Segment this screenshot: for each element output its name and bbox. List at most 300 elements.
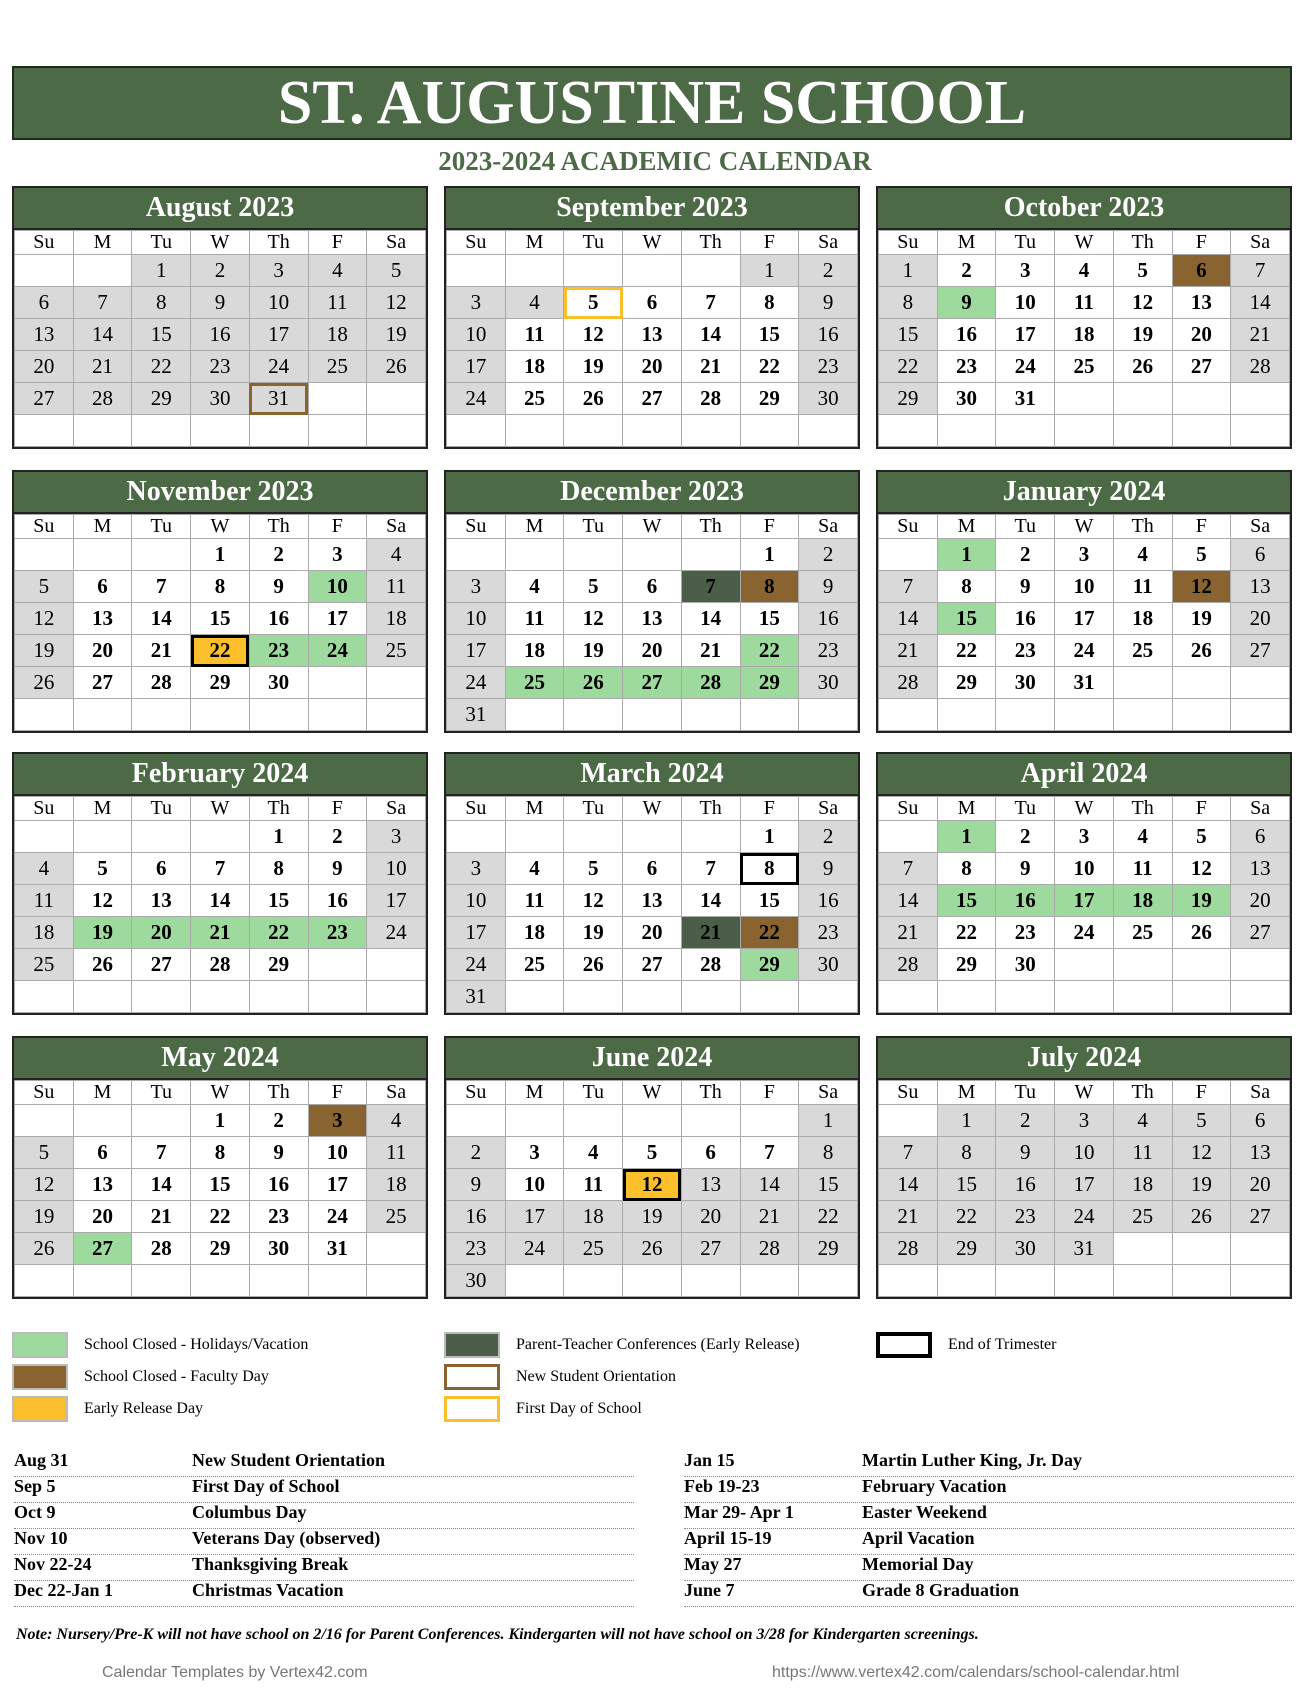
event-name: Martin Luther King, Jr. Day	[862, 1450, 1083, 1470]
day-cell: 24	[447, 949, 506, 981]
weekday-label: Tu	[996, 797, 1055, 821]
day-cell: 23	[937, 351, 996, 383]
day-cell: 4	[1113, 539, 1172, 571]
empty-day-cell	[1231, 949, 1290, 981]
day-cell: 8	[191, 571, 250, 603]
month-calendar	[12, 186, 428, 449]
weekday-label: M	[937, 1081, 996, 1105]
empty-day-cell	[15, 539, 74, 571]
weekday-label: Tu	[996, 1081, 1055, 1105]
day-cell: 4	[564, 1137, 623, 1169]
empty-day-cell	[1231, 667, 1290, 699]
empty-day-cell	[1172, 949, 1231, 981]
day-cell: 1	[740, 255, 799, 287]
day-cell: 8	[740, 853, 799, 885]
weekday-label: Su	[15, 1081, 74, 1105]
day-cell: 16	[996, 603, 1055, 635]
empty-day-cell	[799, 415, 858, 447]
empty-day-cell	[1172, 1233, 1231, 1265]
day-cell: 29	[740, 667, 799, 699]
day-cell: 27	[623, 383, 682, 415]
empty-day-cell	[132, 699, 191, 731]
day-cell: 19	[623, 1201, 682, 1233]
day-cell: 22	[799, 1201, 858, 1233]
day-cell: 29	[740, 383, 799, 415]
empty-day-cell	[132, 1105, 191, 1137]
weekday-label: M	[937, 515, 996, 539]
day-cell: 7	[681, 571, 740, 603]
empty-day-cell	[879, 699, 938, 731]
day-cell: 27	[1231, 917, 1290, 949]
empty-day-cell	[505, 981, 564, 1013]
empty-day-cell	[132, 415, 191, 447]
day-cell: 7	[681, 853, 740, 885]
day-cell: 24	[447, 667, 506, 699]
weekday-label: F	[1172, 515, 1231, 539]
day-cell: 2	[447, 1137, 506, 1169]
day-cell: 7	[879, 571, 938, 603]
weekday-label: M	[73, 231, 132, 255]
month-calendar	[876, 470, 1292, 733]
day-cell: 6	[623, 571, 682, 603]
day-cell: 21	[1231, 319, 1290, 351]
first-day-swatch	[444, 1396, 500, 1422]
weekday-label: F	[740, 1081, 799, 1105]
day-cell: 18	[505, 917, 564, 949]
day-cell: 5	[564, 571, 623, 603]
legend	[0, 1332, 1310, 1442]
day-cell: 24	[505, 1233, 564, 1265]
day-cell: 28	[681, 949, 740, 981]
empty-day-cell	[564, 415, 623, 447]
footnote: Note: Nursery/Pre-K will not have school on 2/16 for Parent Conferences. Kindergarten will not have school on 3/28 for Kindergarten screenings.	[16, 1626, 979, 1643]
day-cell: 1	[937, 539, 996, 571]
day-cell: 7	[879, 853, 938, 885]
day-cell: 16	[308, 885, 367, 917]
day-cell: 29	[191, 1233, 250, 1265]
day-cell: 5	[564, 853, 623, 885]
day-cell: 12	[15, 603, 74, 635]
weekday-label: Sa	[799, 1081, 858, 1105]
legend-faculty-day: School Closed - Faculty Day	[84, 1368, 269, 1385]
day-cell: 13	[623, 603, 682, 635]
day-cell: 31	[308, 1233, 367, 1265]
day-cell: 25	[564, 1233, 623, 1265]
legend-holiday: School Closed - Holidays/Vacation	[84, 1336, 309, 1353]
day-cell: 8	[937, 571, 996, 603]
weekday-label: F	[740, 797, 799, 821]
weekday-label: Su	[447, 797, 506, 821]
day-cell: 15	[937, 603, 996, 635]
day-cell: 23	[249, 1201, 308, 1233]
day-cell: 23	[249, 635, 308, 667]
day-cell: 5	[623, 1137, 682, 1169]
day-cell: 29	[937, 949, 996, 981]
event-name: Grade 8 Graduation	[862, 1580, 1020, 1600]
event-date: Mar 29- Apr 1	[684, 1502, 794, 1522]
day-cell: 25	[1055, 351, 1114, 383]
day-cell: 18	[367, 1169, 426, 1201]
weekday-label: F	[308, 231, 367, 255]
day-cell: 9	[996, 1137, 1055, 1169]
empty-day-cell	[996, 1265, 1055, 1297]
weekday-label: W	[191, 1081, 250, 1105]
empty-day-cell	[367, 1265, 426, 1297]
day-cell: 10	[1055, 1137, 1114, 1169]
day-cell: 31	[447, 981, 506, 1013]
day-cell: 22	[740, 917, 799, 949]
day-cell: 24	[308, 635, 367, 667]
weekday-label: Tu	[564, 797, 623, 821]
empty-day-cell	[505, 1105, 564, 1137]
day-cell: 18	[505, 635, 564, 667]
day-cell: 17	[1055, 885, 1114, 917]
day-cell: 1	[879, 255, 938, 287]
empty-day-cell	[447, 415, 506, 447]
day-cell: 14	[132, 603, 191, 635]
day-cell: 24	[1055, 917, 1114, 949]
empty-day-cell	[308, 1265, 367, 1297]
day-cell: 15	[937, 885, 996, 917]
day-cell: 27	[623, 949, 682, 981]
day-cell: 11	[505, 885, 564, 917]
day-cell: 29	[937, 1233, 996, 1265]
day-cell: 4	[308, 255, 367, 287]
early-release-swatch	[12, 1396, 68, 1422]
empty-day-cell	[1231, 699, 1290, 731]
empty-day-cell	[564, 699, 623, 731]
day-cell: 12	[73, 885, 132, 917]
empty-day-cell	[367, 699, 426, 731]
day-cell: 31	[1055, 667, 1114, 699]
day-cell: 1	[937, 1105, 996, 1137]
day-cell: 9	[799, 287, 858, 319]
month-calendar	[876, 186, 1292, 449]
weekday-label: M	[73, 1081, 132, 1105]
event-name: April Vacation	[862, 1528, 975, 1548]
empty-day-cell	[447, 821, 506, 853]
day-cell: 1	[740, 821, 799, 853]
event-name: February Vacation	[862, 1476, 1007, 1496]
day-cell: 14	[191, 885, 250, 917]
month-calendar	[876, 752, 1292, 1015]
day-cell: 9	[996, 853, 1055, 885]
day-cell: 3	[996, 255, 1055, 287]
day-cell: 23	[996, 1201, 1055, 1233]
day-cell: 14	[681, 885, 740, 917]
day-cell: 9	[249, 571, 308, 603]
empty-day-cell	[1113, 1265, 1172, 1297]
day-cell: 26	[564, 667, 623, 699]
day-cell: 2	[191, 255, 250, 287]
day-cell: 9	[191, 287, 250, 319]
empty-day-cell	[1055, 949, 1114, 981]
weekday-label: Tu	[564, 231, 623, 255]
day-cell: 12	[367, 287, 426, 319]
day-cell: 19	[1113, 319, 1172, 351]
day-cell: 29	[249, 949, 308, 981]
day-cell: 1	[937, 821, 996, 853]
day-cell: 24	[367, 917, 426, 949]
holiday-swatch	[12, 1332, 68, 1358]
weekday-label: F	[1172, 797, 1231, 821]
event-date: Oct 9	[14, 1502, 56, 1522]
month-calendar	[12, 470, 428, 733]
day-cell: 26	[1172, 635, 1231, 667]
empty-day-cell	[308, 415, 367, 447]
month-title: February 2024	[14, 754, 426, 796]
event-row	[684, 1528, 1294, 1555]
legend-first-day: First Day of School	[516, 1400, 642, 1417]
weekday-label: Th	[681, 1081, 740, 1105]
month-title: August 2023	[14, 188, 426, 230]
day-cell: 15	[740, 319, 799, 351]
day-cell: 21	[879, 1201, 938, 1233]
day-cell: 3	[447, 287, 506, 319]
empty-day-cell	[623, 981, 682, 1013]
day-cell: 17	[308, 1169, 367, 1201]
day-cell: 4	[367, 1105, 426, 1137]
day-cell: 3	[1055, 821, 1114, 853]
day-cell: 11	[1055, 287, 1114, 319]
day-cell: 16	[799, 603, 858, 635]
day-cell: 7	[740, 1137, 799, 1169]
empty-day-cell	[15, 1265, 74, 1297]
day-cell: 17	[505, 1201, 564, 1233]
weekday-label: Sa	[799, 797, 858, 821]
weekday-label: Su	[15, 231, 74, 255]
day-cell: 2	[249, 539, 308, 571]
weekday-label: Su	[879, 1081, 938, 1105]
day-cell: 13	[73, 1169, 132, 1201]
day-cell: 17	[1055, 603, 1114, 635]
empty-day-cell	[623, 1105, 682, 1137]
day-cell: 11	[15, 885, 74, 917]
day-cell: 16	[249, 603, 308, 635]
day-cell: 3	[249, 255, 308, 287]
day-cell: 30	[447, 1265, 506, 1297]
weekday-label: Sa	[367, 231, 426, 255]
day-cell: 25	[367, 1201, 426, 1233]
day-cell: 16	[799, 319, 858, 351]
day-cell: 23	[191, 351, 250, 383]
day-cell: 28	[681, 383, 740, 415]
day-cell: 25	[505, 383, 564, 415]
month-calendar	[444, 1036, 860, 1299]
weekday-label: M	[505, 231, 564, 255]
parent-teacher-swatch	[444, 1332, 500, 1358]
event-row	[684, 1554, 1294, 1581]
weekday-label: Tu	[132, 1081, 191, 1105]
weekday-label: M	[505, 1081, 564, 1105]
legend-parent-teacher: Parent-Teacher Conferences (Early Release)	[516, 1336, 800, 1353]
empty-day-cell	[564, 821, 623, 853]
day-cell: 16	[447, 1201, 506, 1233]
empty-day-cell	[564, 1265, 623, 1297]
empty-day-cell	[1113, 667, 1172, 699]
day-cell: 13	[1231, 1137, 1290, 1169]
weekday-label: Sa	[367, 1081, 426, 1105]
day-cell: 12	[1172, 571, 1231, 603]
weekday-label: Tu	[996, 515, 1055, 539]
event-date: Dec 22-Jan 1	[14, 1580, 113, 1600]
day-cell: 12	[1113, 287, 1172, 319]
day-cell: 23	[799, 351, 858, 383]
weekday-label: M	[73, 515, 132, 539]
day-cell: 22	[249, 917, 308, 949]
empty-day-cell	[308, 667, 367, 699]
month-calendar	[12, 752, 428, 1015]
event-date: Nov 10	[14, 1528, 68, 1548]
day-cell: 9	[799, 571, 858, 603]
event-name: Columbus Day	[192, 1502, 307, 1522]
day-cell: 12	[564, 319, 623, 351]
weekday-label: Th	[1113, 515, 1172, 539]
day-cell: 31	[249, 383, 308, 415]
day-cell: 22	[740, 351, 799, 383]
empty-day-cell	[73, 981, 132, 1013]
day-cell: 2	[799, 539, 858, 571]
day-cell: 8	[740, 571, 799, 603]
day-cell: 12	[564, 885, 623, 917]
day-cell: 27	[15, 383, 74, 415]
day-cell: 10	[308, 1137, 367, 1169]
legend-early-release: Early Release Day	[84, 1400, 204, 1417]
weekday-label: W	[191, 797, 250, 821]
event-row	[14, 1554, 634, 1581]
day-cell: 1	[249, 821, 308, 853]
day-cell: 6	[1231, 821, 1290, 853]
footer-credit[interactable]: Calendar Templates by Vertex42.com	[102, 1664, 368, 1681]
day-cell: 22	[191, 1201, 250, 1233]
event-name: Thanksgiving Break	[192, 1554, 349, 1574]
day-cell: 21	[681, 917, 740, 949]
day-cell: 30	[799, 949, 858, 981]
empty-day-cell	[191, 415, 250, 447]
empty-day-cell	[308, 699, 367, 731]
event-date: June 7	[684, 1580, 735, 1600]
day-cell: 27	[681, 1233, 740, 1265]
month-title: November 2023	[14, 472, 426, 514]
day-cell: 9	[308, 853, 367, 885]
empty-day-cell	[1113, 415, 1172, 447]
empty-day-cell	[740, 1265, 799, 1297]
day-cell: 18	[367, 603, 426, 635]
day-cell: 5	[1172, 821, 1231, 853]
empty-day-cell	[249, 981, 308, 1013]
day-cell: 26	[623, 1233, 682, 1265]
footer-url[interactable]: https://www.vertex42.com/calendars/school-calendar.html	[772, 1664, 1180, 1681]
day-cell: 26	[73, 949, 132, 981]
new-student-swatch	[444, 1364, 500, 1390]
day-cell: 26	[564, 383, 623, 415]
empty-day-cell	[447, 539, 506, 571]
empty-day-cell	[681, 415, 740, 447]
event-date: Feb 19-23	[684, 1476, 760, 1496]
empty-day-cell	[879, 539, 938, 571]
weekday-label: Tu	[132, 797, 191, 821]
day-cell: 18	[1055, 319, 1114, 351]
empty-day-cell	[681, 255, 740, 287]
event-date: Sep 5	[14, 1476, 56, 1496]
day-cell: 5	[1172, 539, 1231, 571]
day-cell: 11	[1113, 853, 1172, 885]
empty-day-cell	[799, 981, 858, 1013]
weekday-label: M	[505, 515, 564, 539]
weekday-label: M	[73, 797, 132, 821]
day-cell: 10	[996, 287, 1055, 319]
month-title: October 2023	[878, 188, 1290, 230]
weekday-label: W	[623, 1081, 682, 1105]
weekday-label: Th	[681, 797, 740, 821]
empty-day-cell	[1055, 415, 1114, 447]
month-title: April 2024	[878, 754, 1290, 796]
day-cell: 7	[879, 1137, 938, 1169]
day-cell: 2	[996, 539, 1055, 571]
day-cell: 10	[447, 603, 506, 635]
event-date: May 27	[684, 1554, 742, 1574]
day-cell: 19	[564, 917, 623, 949]
day-cell: 13	[1231, 853, 1290, 885]
weekday-label: Su	[879, 515, 938, 539]
day-cell: 21	[681, 351, 740, 383]
day-cell: 24	[996, 351, 1055, 383]
empty-day-cell	[740, 981, 799, 1013]
day-cell: 18	[15, 917, 74, 949]
day-cell: 16	[996, 885, 1055, 917]
empty-day-cell	[1172, 699, 1231, 731]
day-cell: 2	[249, 1105, 308, 1137]
empty-day-cell	[15, 821, 74, 853]
empty-day-cell	[1113, 949, 1172, 981]
day-cell: 28	[879, 1233, 938, 1265]
empty-day-cell	[15, 1105, 74, 1137]
day-cell: 28	[73, 383, 132, 415]
day-cell: 14	[73, 319, 132, 351]
month-title: March 2024	[446, 754, 858, 796]
day-cell: 20	[623, 351, 682, 383]
day-cell: 12	[564, 603, 623, 635]
day-cell: 2	[996, 1105, 1055, 1137]
day-cell: 4	[15, 853, 74, 885]
empty-day-cell	[564, 981, 623, 1013]
empty-day-cell	[1055, 699, 1114, 731]
day-cell: 16	[191, 319, 250, 351]
empty-day-cell	[191, 981, 250, 1013]
day-cell: 13	[681, 1169, 740, 1201]
empty-day-cell	[564, 1105, 623, 1137]
day-cell: 31	[1055, 1233, 1114, 1265]
day-cell: 8	[799, 1137, 858, 1169]
weekday-label: Sa	[1231, 515, 1290, 539]
day-cell: 2	[937, 255, 996, 287]
day-cell: 17	[367, 885, 426, 917]
day-cell: 23	[799, 917, 858, 949]
day-cell: 2	[996, 821, 1055, 853]
empty-day-cell	[73, 1105, 132, 1137]
day-cell: 11	[1113, 1137, 1172, 1169]
day-cell: 28	[191, 949, 250, 981]
weekday-label: M	[505, 797, 564, 821]
day-cell: 27	[623, 667, 682, 699]
empty-day-cell	[505, 255, 564, 287]
empty-day-cell	[681, 699, 740, 731]
empty-day-cell	[308, 949, 367, 981]
day-cell: 11	[564, 1169, 623, 1201]
day-cell: 1	[740, 539, 799, 571]
event-row	[684, 1476, 1294, 1503]
day-cell: 4	[505, 853, 564, 885]
